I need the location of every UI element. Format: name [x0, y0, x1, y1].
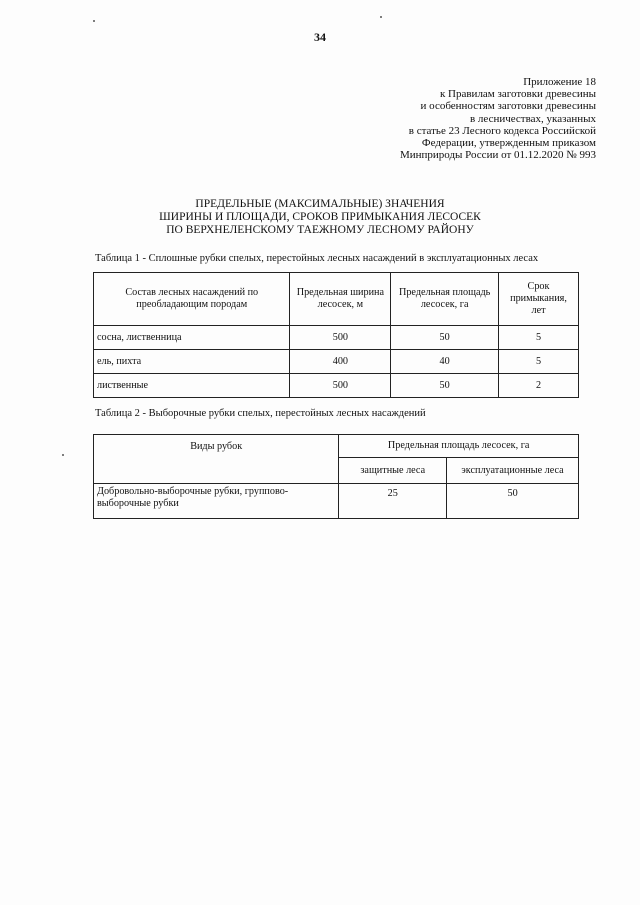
appendix-line: к Правилам заготовки древесины — [439, 88, 596, 101]
page-number: 34 — [314, 30, 326, 44]
table-cell: 50 — [447, 484, 579, 519]
table1-caption: Таблица 1 - Сплошные рубки спелых, перестойных лесных насаждений в эксплуатационных лесах — [95, 253, 539, 264]
column-group-header: Предельная площадь лесосек, га — [339, 435, 579, 458]
table-cell: 5 — [499, 350, 579, 374]
table-cell: 500 — [290, 374, 391, 398]
column-header: Виды рубок — [94, 435, 339, 484]
table-cell: 5 — [499, 326, 579, 350]
document-title — [0, 198, 640, 237]
column-header: Состав лесных насаждений по преобладающим породам — [94, 273, 290, 326]
scan-speck — [62, 454, 64, 456]
appendix-line: Приложение 18 — [523, 76, 596, 88]
column-header: эксплуатационные леса — [447, 458, 579, 484]
table-cell: 40 — [391, 350, 499, 374]
table-cell: 25 — [339, 484, 447, 519]
table-cell: сосна, лиственница — [94, 326, 290, 350]
table-row — [94, 484, 579, 519]
appendix-line: в статье 23 Лесного кодекса Российской — [408, 124, 596, 137]
column-header: Срок примыкания, лет — [499, 273, 579, 326]
column-header: Предельная ширина лесосек, м — [290, 273, 391, 326]
table2-caption: Таблица 2 - Выборочные рубки спелых, перестойных лесных насаждений — [95, 408, 426, 419]
table-cell: ель, пихта — [94, 350, 290, 374]
table-cell: 2 — [499, 374, 579, 398]
column-header: защитные леса — [339, 458, 447, 484]
table1-clear-cutting — [93, 272, 579, 398]
table-cell: Добровольно-выборочные рубки, группово-выборочные рубки — [94, 484, 339, 519]
table-cell: лиственные — [94, 374, 290, 398]
table-cell: 400 — [290, 350, 391, 374]
appendix-line: Федерации, утвержденным приказом — [421, 137, 596, 150]
scan-speck — [380, 16, 382, 18]
table-row — [94, 350, 579, 374]
appendix-line: и особенностям заготовки древесины — [420, 100, 596, 113]
column-header: Предельная площадь лесосек, га — [391, 273, 499, 326]
title-line: ШИРИНЫ И ПЛОЩАДИ, СРОКОВ ПРИМЫКАНИЯ ЛЕСОСЕК — [159, 211, 481, 223]
appendix-note — [336, 76, 596, 161]
table-cell: 500 — [290, 326, 391, 350]
table-cell: 50 — [391, 374, 499, 398]
scan-speck — [93, 20, 95, 22]
table-row — [94, 326, 579, 350]
table2-selective-cutting — [93, 434, 579, 519]
table-cell: 50 — [391, 326, 499, 350]
title-line: ПРЕДЕЛЬНЫЕ (МАКСИМАЛЬНЫЕ) ЗНАЧЕНИЯ — [195, 198, 445, 210]
table-row — [94, 374, 579, 398]
appendix-line: в лесничествах, указанных — [469, 112, 596, 125]
table-header-row — [94, 273, 579, 326]
table-header-row — [94, 435, 579, 458]
title-line: ПО ВЕРХНЕЛЕНСКОМУ ТАЕЖНОМУ ЛЕСНОМУ РАЙОНУ — [166, 224, 474, 236]
appendix-line: Минприроды России от 01.12.2020 № 993 — [399, 149, 596, 162]
